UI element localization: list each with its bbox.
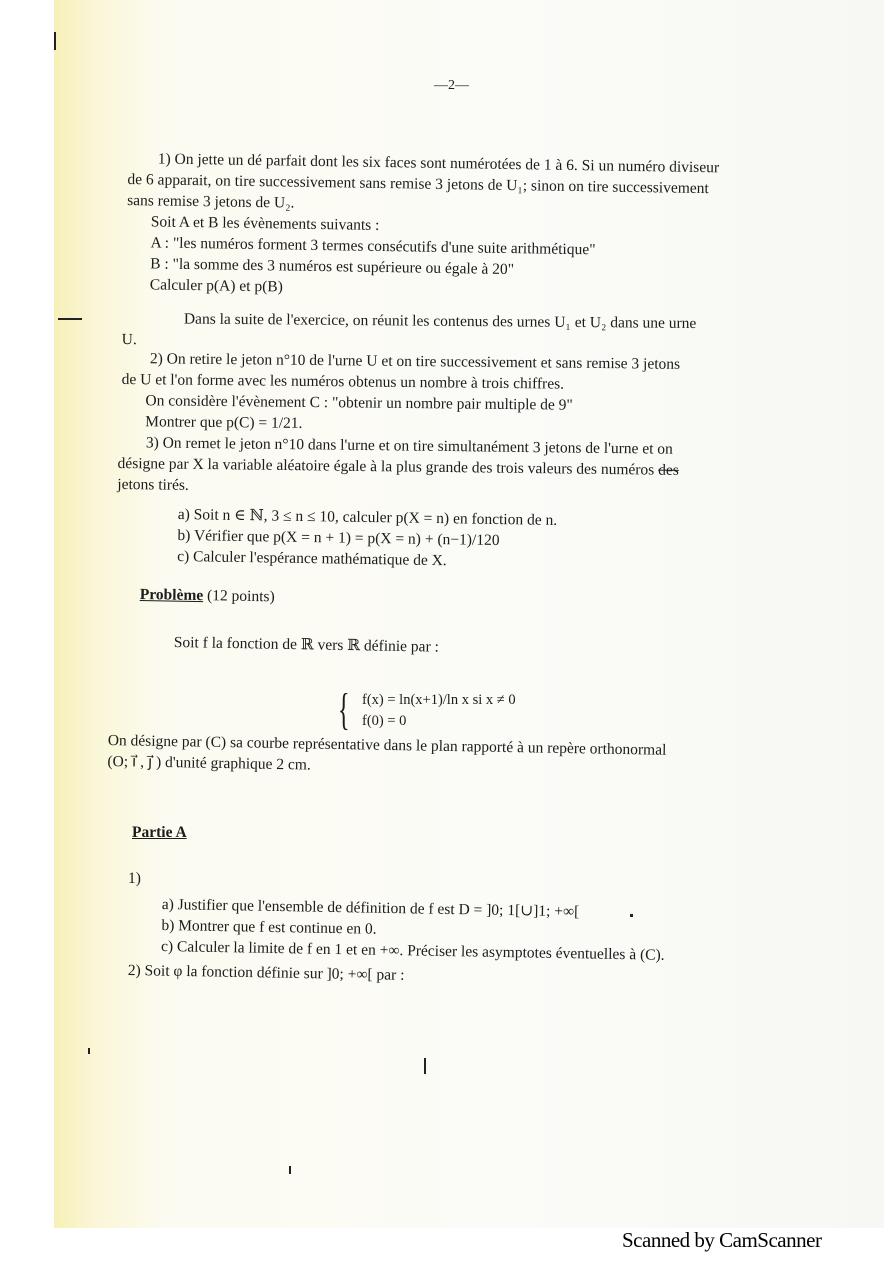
q1-line: de 6 apparait, on tire successivement sans remise 3 jetons de U₁; sinon on tire successivement xyxy=(127,170,709,198)
q1-line: U. xyxy=(121,330,137,349)
question-3-parts xyxy=(177,504,557,573)
probleme-title: Problème xyxy=(139,585,204,605)
margin-mark xyxy=(289,1166,291,1174)
probleme-intro: Soit f la fonction de ℝ vers ℝ définie par : xyxy=(173,633,440,656)
partie-a-q1: 1) xyxy=(128,870,141,887)
margin-mark xyxy=(54,32,56,50)
q2-line: de U et l'on forme avec les numéros obtenus un nombre à trois chiffres. xyxy=(121,370,565,393)
q3-line: jetons tirés. xyxy=(117,475,189,494)
margin-mark xyxy=(424,1058,426,1074)
q3-part-b: b) Vérifier que p(X = n + 1) = p(X = n) + (n−1)/120 xyxy=(177,526,500,550)
question-1 xyxy=(126,148,720,304)
partie-a-title: Partie A xyxy=(132,824,187,841)
question-3 xyxy=(117,432,679,502)
q1-line: sans remise 3 jetons de U₂. xyxy=(127,191,295,212)
q1-line: 1) On jette un dé parfait dont les six faces sont numérotées de 1 à 6. Si un numéro diviseur xyxy=(157,150,720,177)
q3-line: 3) On remet le jeton n°10 dans l'urne et on tire simultanément 3 jetons de l'urne et on xyxy=(145,434,673,458)
definition-case-1: f(x) = ln(x+1)/ln x si x ≠ 0 xyxy=(362,692,516,708)
partie-a-part-b: b) Montrer que f est continue en 0. xyxy=(161,916,377,938)
partie-a-parts xyxy=(161,894,666,966)
q3-line-struck: des xyxy=(658,461,679,479)
q3-part-c: c) Calculer l'espérance mathématique de X. xyxy=(177,547,447,570)
partie-a-q2: 2) Soit φ la fonction définie sur ]0; +∞[ par : xyxy=(127,961,405,984)
q2-line: On considère l'évènement C : "obtenir un nombre pair multiple de 9" xyxy=(145,392,573,414)
event-a: A : "les numéros forment 3 termes consécutifs d'une suite arithmétique" xyxy=(150,234,596,259)
description-line: (O; i⃗ , j⃗ ) d'unité graphique 2 cm. xyxy=(107,752,311,774)
probleme-points: (12 points) xyxy=(203,587,275,606)
q3-line-text: désigne par X la variable aléatoire égale à la plus grande des trois valeurs des numéros xyxy=(117,454,655,479)
partie-a-part-a: a) Justifier que l'ensemble de définition de f est D = ]0; 1[∪]1; +∞[ xyxy=(161,895,580,921)
scanner-watermark: Scanned by CamScanner xyxy=(622,1228,822,1252)
partie-a-part-c: c) Calculer la limite de f en 1 et en +∞. Préciser les asymptotes éventuelles à (C). xyxy=(160,937,665,964)
definition-case-2: f(0) = 0 xyxy=(362,713,407,729)
event-b: B : "la somme des 3 numéros est supérieure ou égale à 20" xyxy=(150,255,515,279)
q1-line: Dans la suite de l'exercice, on réunit les contenus des urnes U₁ et U₂ dans une urne xyxy=(183,310,697,333)
probleme-heading xyxy=(140,584,275,607)
system-brace: { xyxy=(338,685,350,734)
question-2 xyxy=(121,348,680,438)
margin-mark xyxy=(58,318,82,320)
description-line: On désigne par (C) sa courbe représentative dans le plan rapporté à un repère orthonormal xyxy=(107,731,667,759)
q1-line: Calculer p(A) et p(B) xyxy=(149,276,283,296)
q2-line: Montrer que p(C) = 1/21. xyxy=(145,413,303,432)
q1-line: Soit A et B les évènements suivants : xyxy=(150,213,380,234)
q3-part-a: a) Soit n ∈ ℕ, 3 ≤ n ≤ 10, calculer p(X = n) en fonction de n. xyxy=(177,505,558,529)
q2-line: 2) On retire le jeton n°10 de l'urne U et on tire successivement et sans remise 3 jetons xyxy=(149,350,681,373)
page-number: —2— xyxy=(434,78,469,93)
function-definition xyxy=(362,690,516,732)
margin-mark xyxy=(88,1048,90,1054)
